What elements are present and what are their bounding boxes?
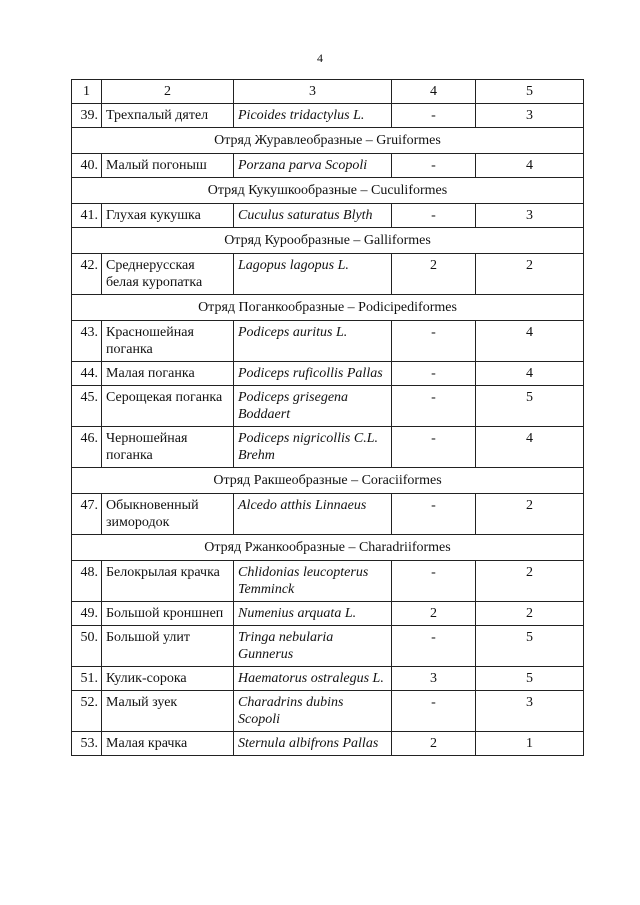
column-4-value: - (392, 104, 476, 128)
column-5-value: 2 (476, 561, 584, 602)
column-4-value: 3 (392, 667, 476, 691)
species-name-ru: Малая поганка (102, 362, 234, 386)
column-5-value: 4 (476, 427, 584, 468)
species-name-lat: Sternula albifrons Pallas (234, 732, 392, 756)
order-title: Отряд Кукушкообразные – Cuculiformes (72, 178, 584, 204)
species-name-ru: Белокрылая крачка (102, 561, 234, 602)
species-name-lat: Cuculus saturatus Blyth (234, 204, 392, 228)
column-4-value: - (392, 362, 476, 386)
column-5-value: 5 (476, 386, 584, 427)
row-number: 42. (72, 254, 102, 295)
species-table-body (72, 80, 584, 756)
column-5-value: 2 (476, 602, 584, 626)
column-4-value: 2 (392, 254, 476, 295)
row-number: 46. (72, 427, 102, 468)
row-number: 47. (72, 494, 102, 535)
header-col-2: 2 (102, 80, 234, 104)
header-col-1: 1 (72, 80, 102, 104)
row-number: 51. (72, 667, 102, 691)
species-name-ru: Малая крачка (102, 732, 234, 756)
row-number: 53. (72, 732, 102, 756)
species-name-ru: Малый зуек (102, 691, 234, 732)
species-name-ru: Большой улит (102, 626, 234, 667)
column-4-value: - (392, 626, 476, 667)
order-row (72, 128, 584, 154)
column-5-value: 4 (476, 362, 584, 386)
header-col-3: 3 (234, 80, 392, 104)
order-row (72, 535, 584, 561)
species-name-lat: Numenius arquata L. (234, 602, 392, 626)
order-title: Отряд Ржанкообразные – Charadriiformes (72, 535, 584, 561)
order-row (72, 295, 584, 321)
table-row (72, 427, 584, 468)
column-4-value: - (392, 691, 476, 732)
table-row (72, 626, 584, 667)
row-number: 50. (72, 626, 102, 667)
order-row (72, 228, 584, 254)
row-number: 48. (72, 561, 102, 602)
table-row (72, 154, 584, 178)
species-name-ru: Обыкновенный зимородок (102, 494, 234, 535)
row-number: 45. (72, 386, 102, 427)
column-4-value: - (392, 494, 476, 535)
header-col-5: 5 (476, 80, 584, 104)
header-col-4: 4 (392, 80, 476, 104)
table-row (72, 691, 584, 732)
column-4-value: - (392, 561, 476, 602)
table-row (72, 321, 584, 362)
column-4-value: 2 (392, 602, 476, 626)
column-5-value: 4 (476, 321, 584, 362)
order-row (72, 468, 584, 494)
table-row (72, 362, 584, 386)
table-row (72, 732, 584, 756)
row-number: 43. (72, 321, 102, 362)
order-row (72, 178, 584, 204)
row-number: 49. (72, 602, 102, 626)
row-number: 39. (72, 104, 102, 128)
species-name-lat: Podiceps grisegena Boddaert (234, 386, 392, 427)
order-title: Отряд Журавлеобразные – Gruiformes (72, 128, 584, 154)
column-4-value: 2 (392, 732, 476, 756)
column-5-value: 2 (476, 254, 584, 295)
column-5-value: 5 (476, 667, 584, 691)
column-5-value: 4 (476, 154, 584, 178)
table-row (72, 204, 584, 228)
order-title: Отряд Ракшеобразные – Coraciiformes (72, 468, 584, 494)
column-5-value: 3 (476, 691, 584, 732)
order-title: Отряд Поганкообразные – Podicipediformes (72, 295, 584, 321)
species-name-lat: Haematorus ostralegus L. (234, 667, 392, 691)
species-table (71, 79, 584, 756)
species-name-lat: Tringa nebularia Gunnerus (234, 626, 392, 667)
column-5-value: 3 (476, 204, 584, 228)
species-name-lat: Podiceps ruficollis Pallas (234, 362, 392, 386)
species-name-lat: Porzana parva Scopoli (234, 154, 392, 178)
species-name-lat: Podiceps nigricollis C.L. Brehm (234, 427, 392, 468)
column-4-value: - (392, 427, 476, 468)
column-5-value: 3 (476, 104, 584, 128)
species-name-ru: Большой кроншнеп (102, 602, 234, 626)
species-name-ru: Трехпалый дятел (102, 104, 234, 128)
column-4-value: - (392, 154, 476, 178)
table-row (72, 602, 584, 626)
table-header-row (72, 80, 584, 104)
table-row (72, 667, 584, 691)
species-name-ru: Черношейная поганка (102, 427, 234, 468)
row-number: 44. (72, 362, 102, 386)
row-number: 52. (72, 691, 102, 732)
table-row (72, 254, 584, 295)
species-name-ru: Малый погоныш (102, 154, 234, 178)
page-number: 4 (317, 51, 323, 65)
table-row (72, 494, 584, 535)
column-5-value: 2 (476, 494, 584, 535)
species-name-ru: Красношейная поганка (102, 321, 234, 362)
column-4-value: - (392, 321, 476, 362)
row-number: 41. (72, 204, 102, 228)
species-name-ru: Глухая кукушка (102, 204, 234, 228)
table-row (72, 561, 584, 602)
species-name-lat: Podiceps auritus L. (234, 321, 392, 362)
species-name-lat: Alcedo atthis Linnaeus (234, 494, 392, 535)
species-name-lat: Chlidonias leucopterus Temminck (234, 561, 392, 602)
species-name-ru: Серощекая поганка (102, 386, 234, 427)
column-5-value: 1 (476, 732, 584, 756)
species-name-lat: Charadrins dubins Scopoli (234, 691, 392, 732)
table-row (72, 386, 584, 427)
column-4-value: - (392, 204, 476, 228)
species-name-lat: Picoides tridactylus L. (234, 104, 392, 128)
order-title: Отряд Курообразные – Galliformes (72, 228, 584, 254)
column-4-value: - (392, 386, 476, 427)
row-number: 40. (72, 154, 102, 178)
species-name-lat: Lagopus lagopus L. (234, 254, 392, 295)
species-name-ru: Среднерусская белая куропатка (102, 254, 234, 295)
species-name-ru: Кулик-сорока (102, 667, 234, 691)
column-5-value: 5 (476, 626, 584, 667)
table-row (72, 104, 584, 128)
